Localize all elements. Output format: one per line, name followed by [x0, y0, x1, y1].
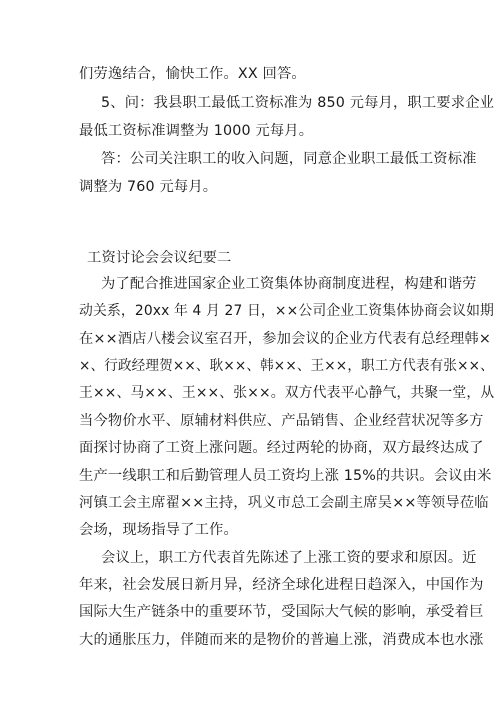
text-line: 在××酒店八楼会议室召开，参加会议的企业方代表有总经理韩× [79, 331, 492, 347]
text-line: 答：公司关注职工的收入问题，同意企业职工最低工资标准 [101, 151, 477, 167]
text-line: 会议上，职工方代表首先陈述了上涨工资的要求和原因。近 [101, 550, 477, 566]
text-line: 会场，现场指导了工作。 [79, 522, 238, 538]
text-line: 河镇工会主席翟××主持，巩义市总工会副主席吴××等领导莅临 [79, 495, 489, 511]
text-line: 年来，社会发展日新月异，经济全球化进程日趋深入，中国作为 [79, 577, 484, 593]
text-line: 当今物价水平、原辅材料供应、产品销售、企业经营状况等多方 [79, 413, 484, 429]
text-line: 最低工资标准调整为 1000 元每月。 [79, 123, 314, 139]
text-line: 国际大生产链条中的重要环节，受国际大气候的影响，承受着巨 [79, 604, 484, 620]
text-line: 动关系，20xx 年 4 月 27 日，××公司企业工资集体协商会议如期 [79, 303, 495, 319]
text-line: 大的通胀压力，伴随而来的是物价的普遍上涨，消费成本也水涨 [79, 632, 484, 648]
section-title: 工资讨论会会议纪要二 [87, 250, 232, 266]
text-line: 为了配合推进国家企业工资集体协商制度进程，构建和谐劳 [101, 276, 477, 292]
text-line: 调整为 760 元每月。 [79, 179, 218, 195]
text-line: 们劳逸结合，愉快工作。XX 回答。 [79, 66, 306, 82]
text-line: ×、行政经理贺××、耿××、韩××、王××，职工方代表有张××、 [79, 358, 494, 374]
text-line: 王××、马××、王××、张××。双方代表平心静气，共聚一堂，从 [79, 385, 495, 401]
text-line: 5、问：我县职工最低工资标准为 850 元每月，职工要求企业 [101, 95, 495, 111]
text-line: 面探讨协商了工资上涨问题。经过两轮的协商，双方最终达成了 [79, 440, 484, 456]
text-line: 生产一线职工和后勤管理人员工资均上涨 15%的共识。会议由米 [79, 468, 492, 484]
